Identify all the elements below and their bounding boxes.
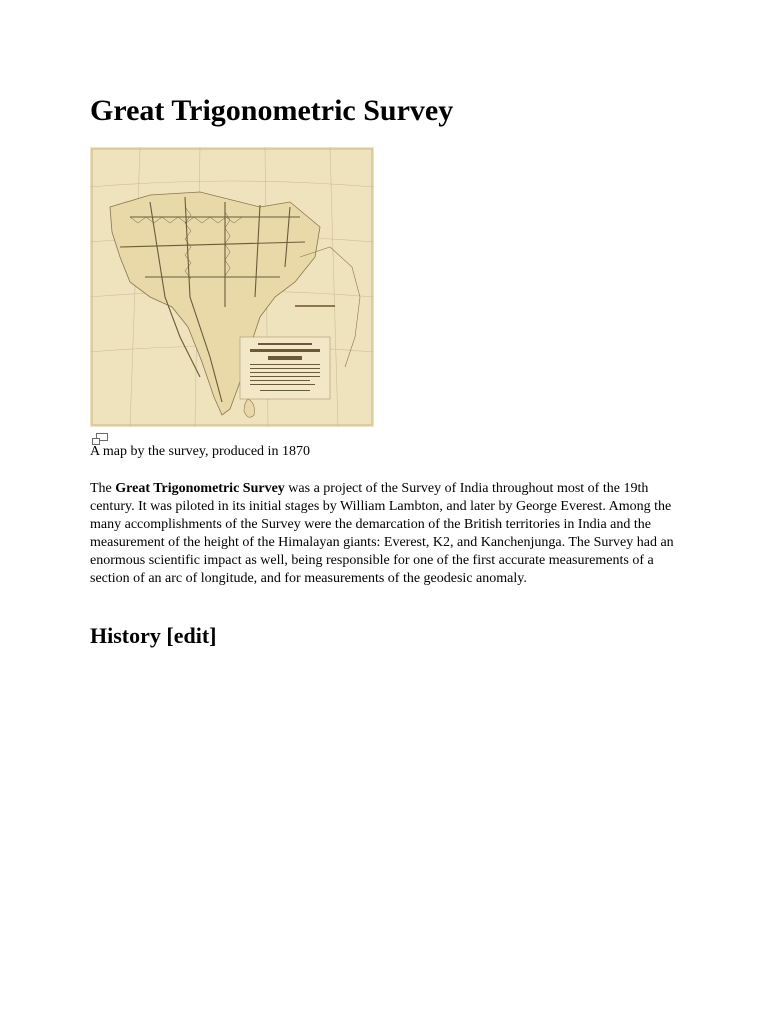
intro-paragraph [90, 480, 690, 588]
image-caption: A map by the survey, produced in 1870 [90, 444, 310, 459]
intro-bold-term: Great Trigonometric Survey [115, 481, 285, 496]
section-edit-link[interactable]: [edit] [166, 623, 217, 648]
intro-rest: was a project of the Survey of India throughout most of the 19th century. It was piloted in its initial stages by William Lambton, and later by George Everest. Among the many accomplishments of the Survey were the demarcation of the British territories in India and the measurement of the height of the Himalayan giants: Everest, K2, and Kanchenjunga. The Survey had an enormous scientific impact as well, being responsible for one of the first accurate measurements of a section of an arc of longitude, and for measurements of the geodesic anomaly. [90, 481, 674, 586]
page-title: Great Trigonometric Survey [90, 94, 454, 127]
intro-lead: The [90, 481, 116, 496]
survey-map-image[interactable] [90, 147, 374, 427]
section-heading-history [90, 622, 216, 650]
section-title: History [90, 623, 161, 648]
survey-map-graphic [90, 147, 374, 427]
